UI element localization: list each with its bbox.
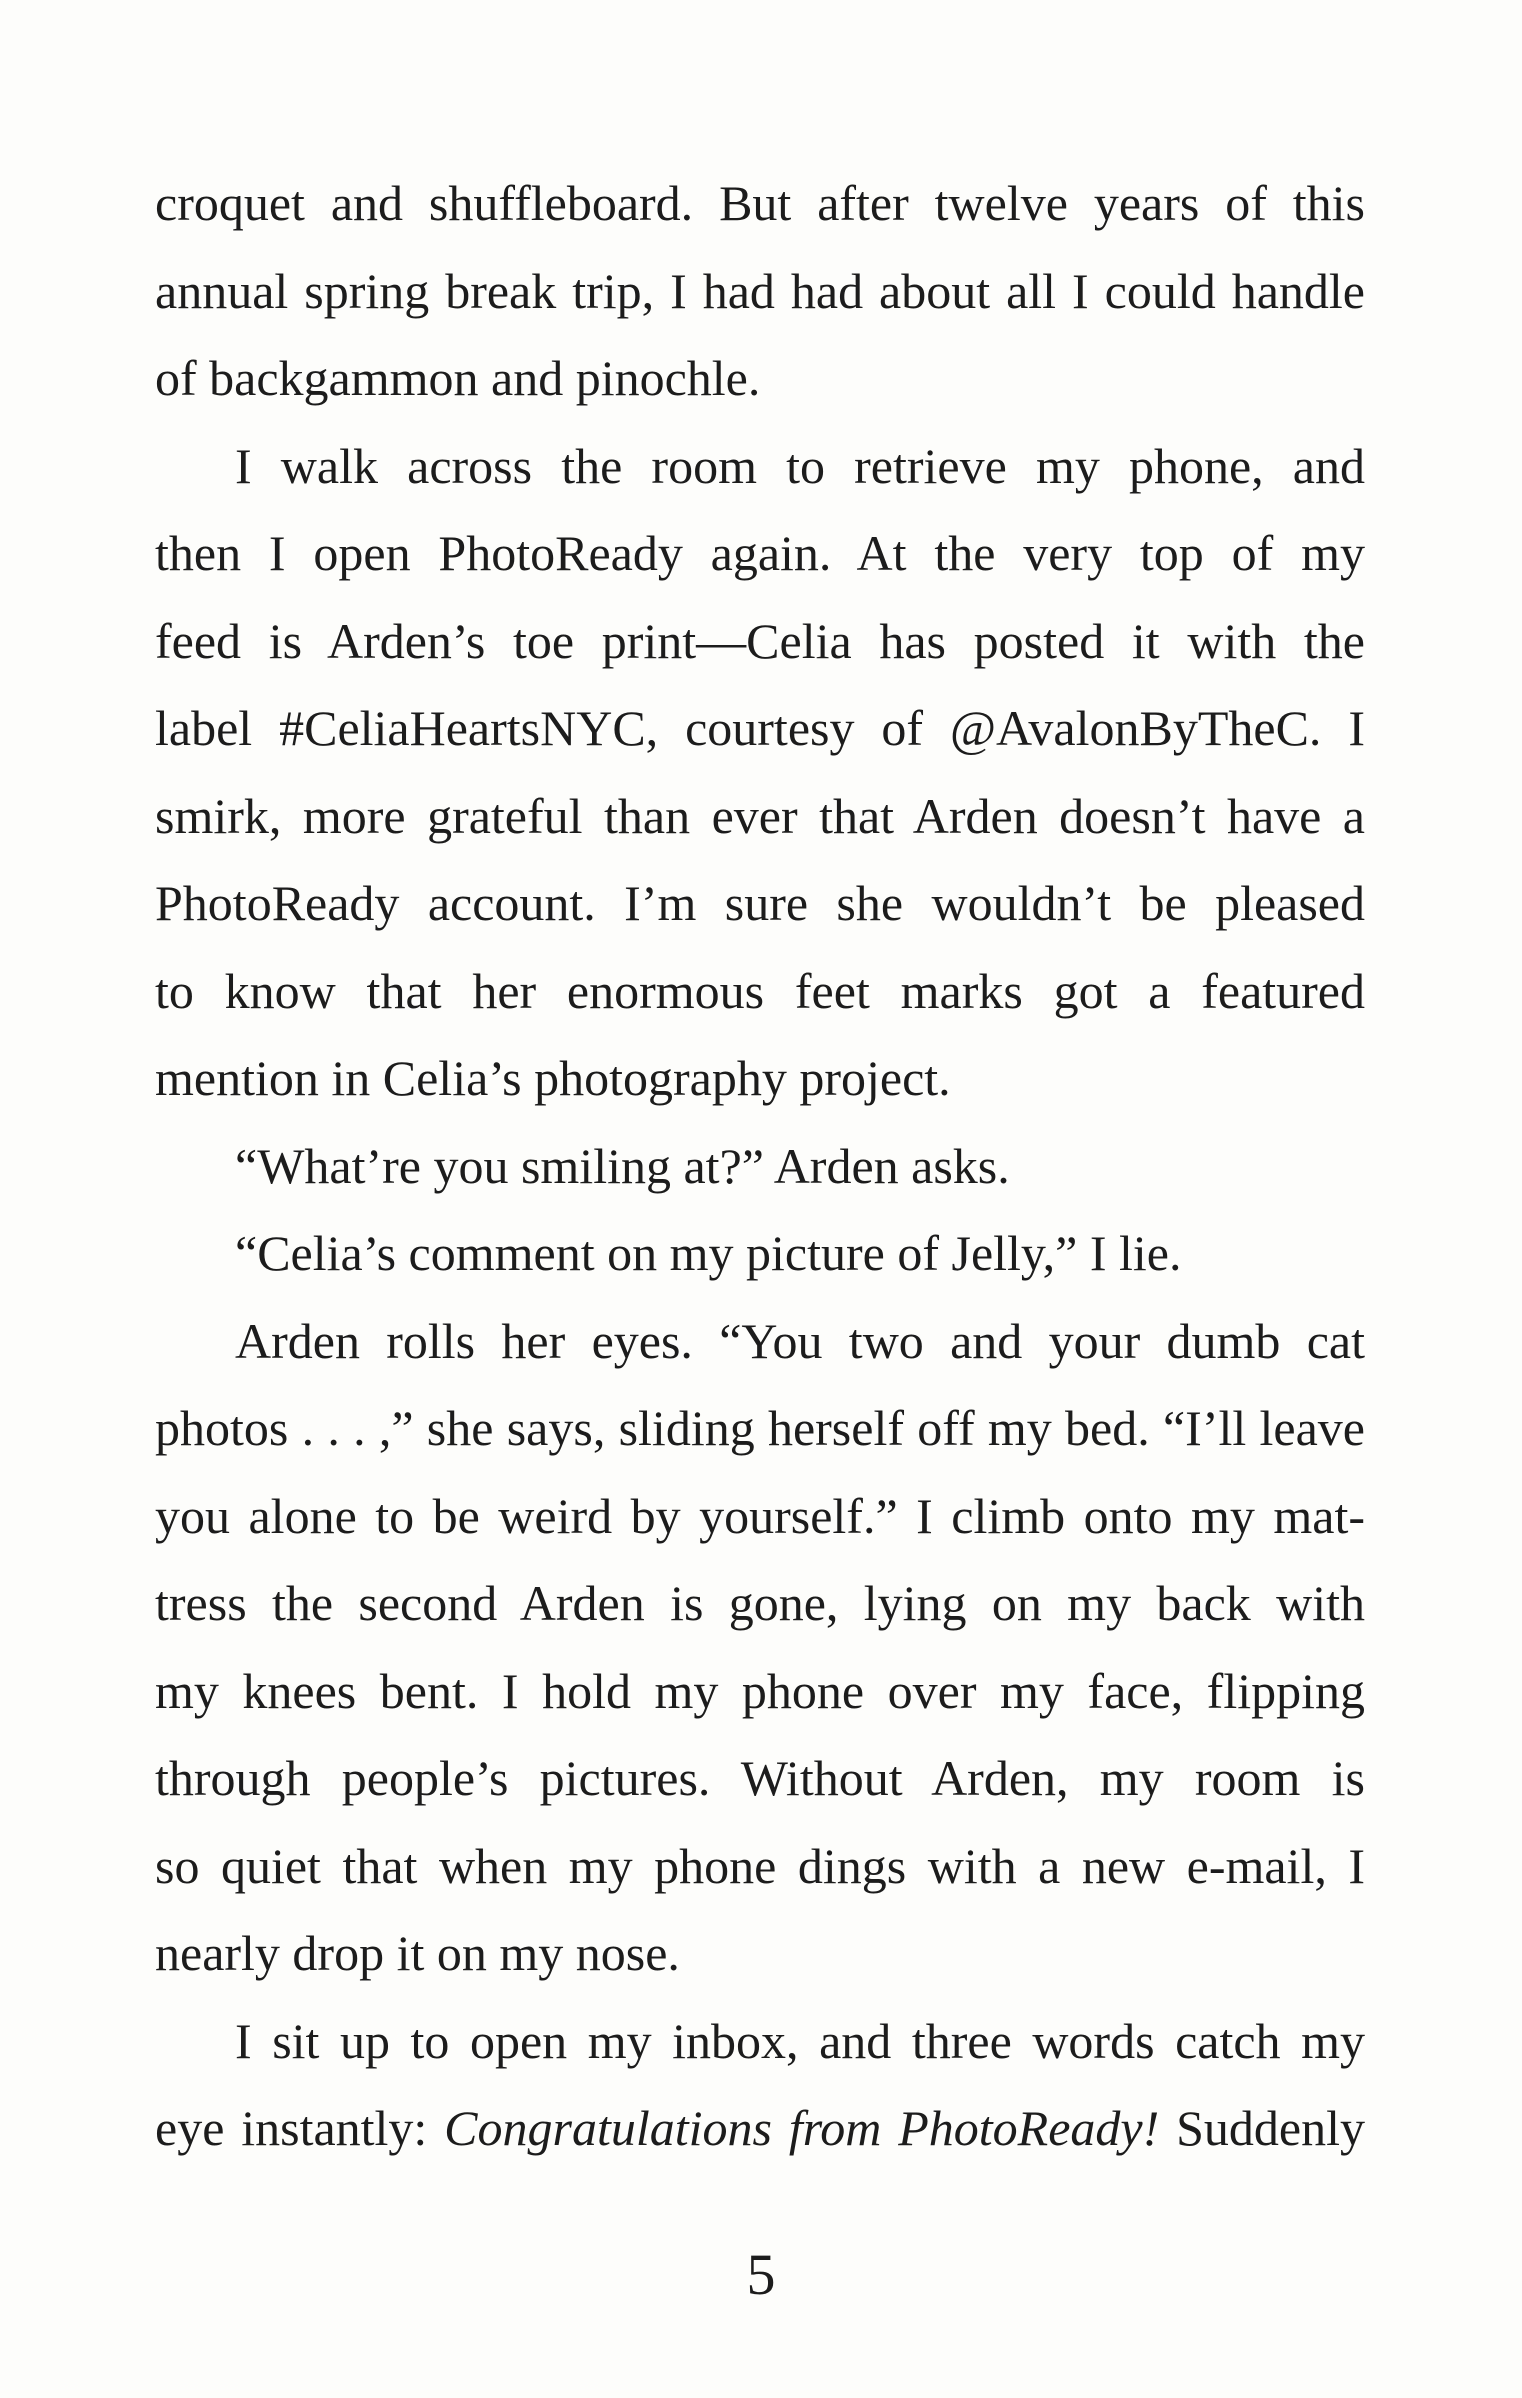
text-line: annual spring break trip, I had had about all I could handle [155,262,1365,319]
text-line: mention in Celia’s photography project. [155,1050,951,1106]
text-segment: eye instantly: [155,2100,445,2156]
text-line: “What’re you smiling at?” Arden asks. [235,1137,1010,1194]
text-line: to know that her enormous feet marks got a featured [155,962,1365,1019]
text-line: photos . . . ,” she says, sliding herself off my bed. “I’ll leave [155,1400,1365,1456]
body-text [155,160,1365,2173]
page-number: 5 [746,2242,776,2307]
text-line: so quiet that when my phone dings with a new e-mail, I [155,1837,1365,1894]
text-line: nearly drop it on my nose. [155,1925,680,1981]
text-line: I walk across the room to retrieve my phone, and [235,437,1365,494]
text-line: then I open PhotoReady again. At the very top of my [155,525,1365,581]
text-line: my knees bent. I hold my phone over my face, flipping [155,1662,1365,1719]
text-line: Arden rolls her eyes. “You two and your dumb cat [235,1312,1365,1369]
text-line: tress the second Arden is gone, lying on my back with [155,1575,1365,1631]
text-line: PhotoReady account. I’m sure she wouldn’t be pleased [155,875,1365,931]
text-line: croquet and shuffleboard. But after twelve years of this [155,175,1365,231]
text-line: “Celia’s comment on my picture of Jelly,” I lie. [235,1225,1182,1281]
text-line: you alone to be weird by yourself.” I climb onto my mat- [155,1487,1365,1544]
text-line: feed is Arden’s toe print—Celia has posted it with the [155,612,1365,669]
text-line: label #CeliaHeartsNYC, courtesy of @AvalonByTheC. I [155,700,1365,756]
text-line: through people’s pictures. Without Arden, my room is [155,1750,1365,1806]
text-segment: Suddenly [1159,2100,1365,2156]
text-line: smirk, more grateful than ever that Arden doesn’t have a [155,787,1365,844]
text-line: I sit up to open my inbox, and three words catch my [235,2012,1365,2069]
text-line [155,2085,1365,2173]
text-line: of backgammon and pinochle. [155,350,761,406]
italic-text: Congratulations from PhotoReady! [444,2100,1160,2156]
